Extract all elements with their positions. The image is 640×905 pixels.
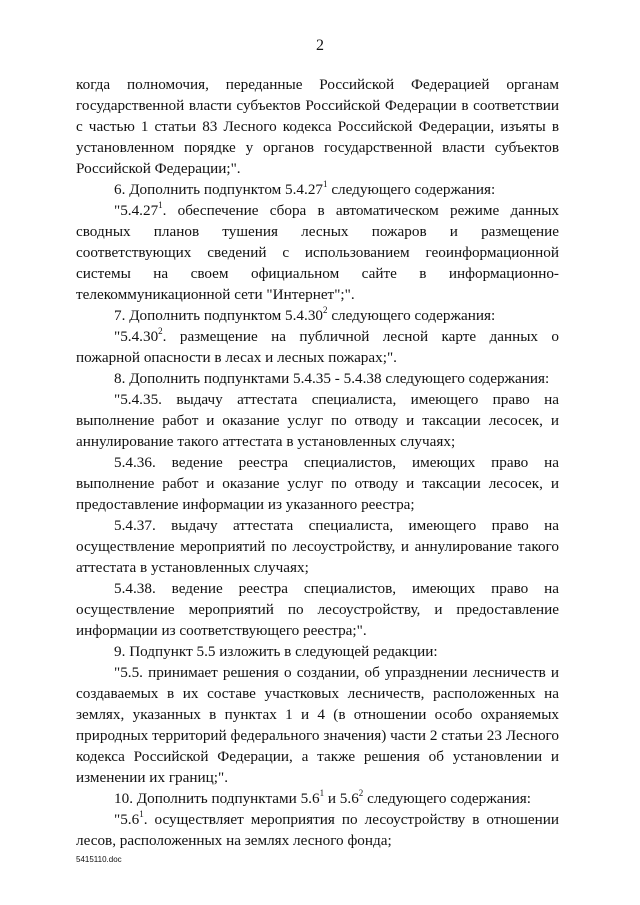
- paragraph-text: следующего содержания:: [327, 181, 496, 198]
- document-body: [76, 74, 559, 851]
- paragraph-text: 9. Подпункт 5.5 изложить в следующей редакции:: [114, 643, 438, 660]
- paragraph-text: 6. Дополнить подпунктом 5.4.27: [114, 181, 324, 198]
- superscript: 1: [139, 808, 144, 819]
- paragraph: [76, 809, 559, 851]
- paragraph-text: . обеспечение сбора в автоматическом режиме данных сводных планов тушения лесных пожаров и размещение соответствующих сведений с использованием геоинформационной системы на своем официальном сайте в информационно-телекоммуникационной сети "Интернет";".: [76, 202, 559, 303]
- paragraph-text: и 5.6: [324, 790, 359, 807]
- paragraph: [76, 389, 559, 452]
- paragraph-text: "5.6: [114, 811, 140, 828]
- paragraph-text: 8. Дополнить подпунктами 5.4.35 - 5.4.38 следующего содержания:: [114, 370, 550, 387]
- paragraph: [76, 305, 559, 326]
- page-number: 2: [316, 37, 324, 54]
- superscript: 1: [323, 178, 328, 189]
- paragraph: [76, 368, 559, 389]
- paragraph: [76, 515, 559, 578]
- paragraph-text: 5.4.37. выдачу аттестата специалиста, имеющего право на осуществление мероприятий по лесоустройству, и аннулирование такого аттестата в установленных случаях;: [76, 517, 559, 576]
- superscript: 1: [158, 199, 163, 210]
- paragraph-text: 5.4.36. ведение реестра специалистов, имеющих право на выполнение работ и оказание услуг по отводу и таксации лесосек, и предоставление информации из указанного реестра;: [76, 454, 559, 513]
- paragraph: [76, 452, 559, 515]
- superscript: 2: [358, 787, 364, 798]
- paragraph-text: . осуществляет мероприятия по лесоустройству в отношении лесов, расположенных на землях лесного фонда;: [76, 811, 559, 849]
- paragraph: [76, 74, 559, 179]
- paragraph: [76, 662, 559, 788]
- paragraph-text: "5.4.35. выдачу аттестата специалиста, имеющего право на выполнение работ и оказание услуг по отводу и таксации лесосек, и аннулирование такого аттестата в установленных случаях;: [76, 391, 559, 450]
- paragraph-text: следующего содержания:: [327, 307, 496, 324]
- paragraph-text: 10. Дополнить подпунктами 5.6: [114, 790, 320, 807]
- superscript: 1: [319, 787, 325, 798]
- paragraph-text: 7. Дополнить подпунктом 5.4.30: [114, 307, 324, 324]
- paragraph-text: следующего содержания:: [363, 790, 531, 807]
- paragraph: [76, 179, 559, 200]
- paragraph-text: "5.4.27: [114, 202, 159, 219]
- paragraph: [76, 326, 559, 368]
- file-name-footer: 5415110.doc: [76, 855, 122, 864]
- paragraph-text: . размещение на публичной лесной карте данных о пожарной опасности в лесах и лесных пожарах;".: [76, 328, 559, 366]
- paragraph-text: когда полномочия, переданные Российской Федерацией органам государственной власти субъектов Российской Федерации в соответствии с частью 1 статьи 83 Лесного кодекса Российской Федерации, изъяты в установленном порядке у органов государственной власти субъектов Российской Федерации;".: [76, 76, 559, 177]
- superscript: 2: [158, 325, 163, 336]
- paragraph: [76, 578, 559, 641]
- paragraph-text: "5.5. принимает решения о создании, об упразднении лесничеств и создаваемых в их составе участковых лесничеств, расположенных на землях, указанных в пунктах 1 и 4 (в отношении особо охраняемых природных территорий федерального значения) части 2 статьи 23 Лесного кодекса Российской Федерации, а также решения об установлении и изменении их границ;".: [76, 664, 559, 786]
- superscript: 2: [323, 304, 328, 315]
- paragraph-text: 5.4.38. ведение реестра специалистов, имеющих право на осуществление мероприятий по лесоустройству, и предоставление информации из соответствующего реестра;".: [76, 580, 559, 639]
- paragraph: [76, 788, 559, 809]
- paragraph: [76, 200, 559, 305]
- paragraph-text: "5.4.30: [114, 328, 159, 345]
- paragraph: [76, 641, 559, 662]
